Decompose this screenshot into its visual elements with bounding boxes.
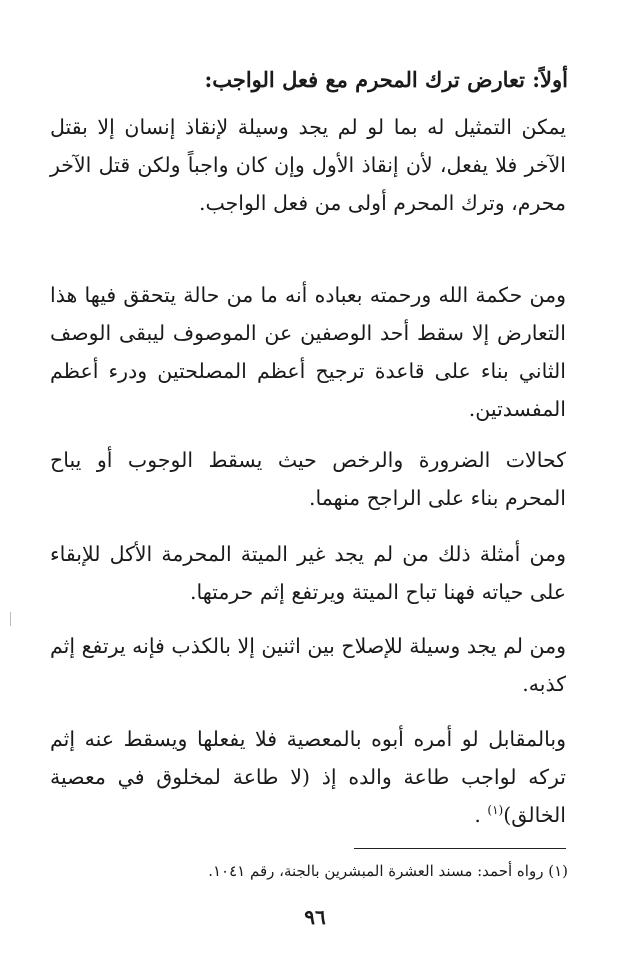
paragraph-5: ومن لم يجد وسيلة للإصلاح بين اثنين إلا بالكذب فإنه يرتفع إثم كذبه. — [50, 634, 566, 696]
section-heading: أولاً: تعارض ترك المحرم مع فعل الواجب: — [204, 67, 568, 92]
paragraph-2: ومن حكمة الله ورحمته بعباده أنه ما من حالة يتحقق فيها هذا التعارض إلا سقط أحد الوصفين عن الموصوف ليبقى الوصف الثاني بناء على قاعدة ترجيح أعظم المصلحتين ودرء أعظم المفسدتين. — [50, 283, 566, 421]
page-number: ٩٦ — [304, 905, 326, 929]
paragraph-6-end: . — [474, 803, 481, 827]
paragraph-3: كحالات الضرورة والرخص حيث يسقط الوجوب أو يباح المحرم بناء على الراجح منهما. — [50, 448, 566, 510]
margin-mark — [10, 612, 11, 626]
paragraph-1: يمكن التمثيل له بما لو لم يجد وسيلة لإنقاذ إنسان إلا بقتل الآخر فلا يفعل، لأن إنقاذ الأول وإن كان واجباً ولكن قتل الآخر محرم، وترك المحرم أولى من فعل الواجب. — [50, 115, 566, 215]
footnote-reference[interactable]: (١) — [487, 803, 504, 818]
footnote-divider — [354, 848, 566, 849]
paragraph-6 — [50, 720, 566, 834]
footnote: (١) رواه أحمد: مسند العشرة المبشرين بالجنة، رقم ١٠٤١. — [208, 862, 568, 880]
paragraph-4: ومن أمثلة ذلك من لم يجد غير الميتة المحرمة الأكل للإبقاء على حياته فهنا تباح الميتة ويرتفع إثم حرمتها. — [50, 542, 566, 604]
paragraph-6-text: وبالمقابل لو أمره أبوه بالمعصية فلا يفعلها ويسقط عنه إثم تركه لواجب طاعة والده إذ (لا طاعة لمخلوق في معصية الخالق) — [50, 727, 566, 827]
